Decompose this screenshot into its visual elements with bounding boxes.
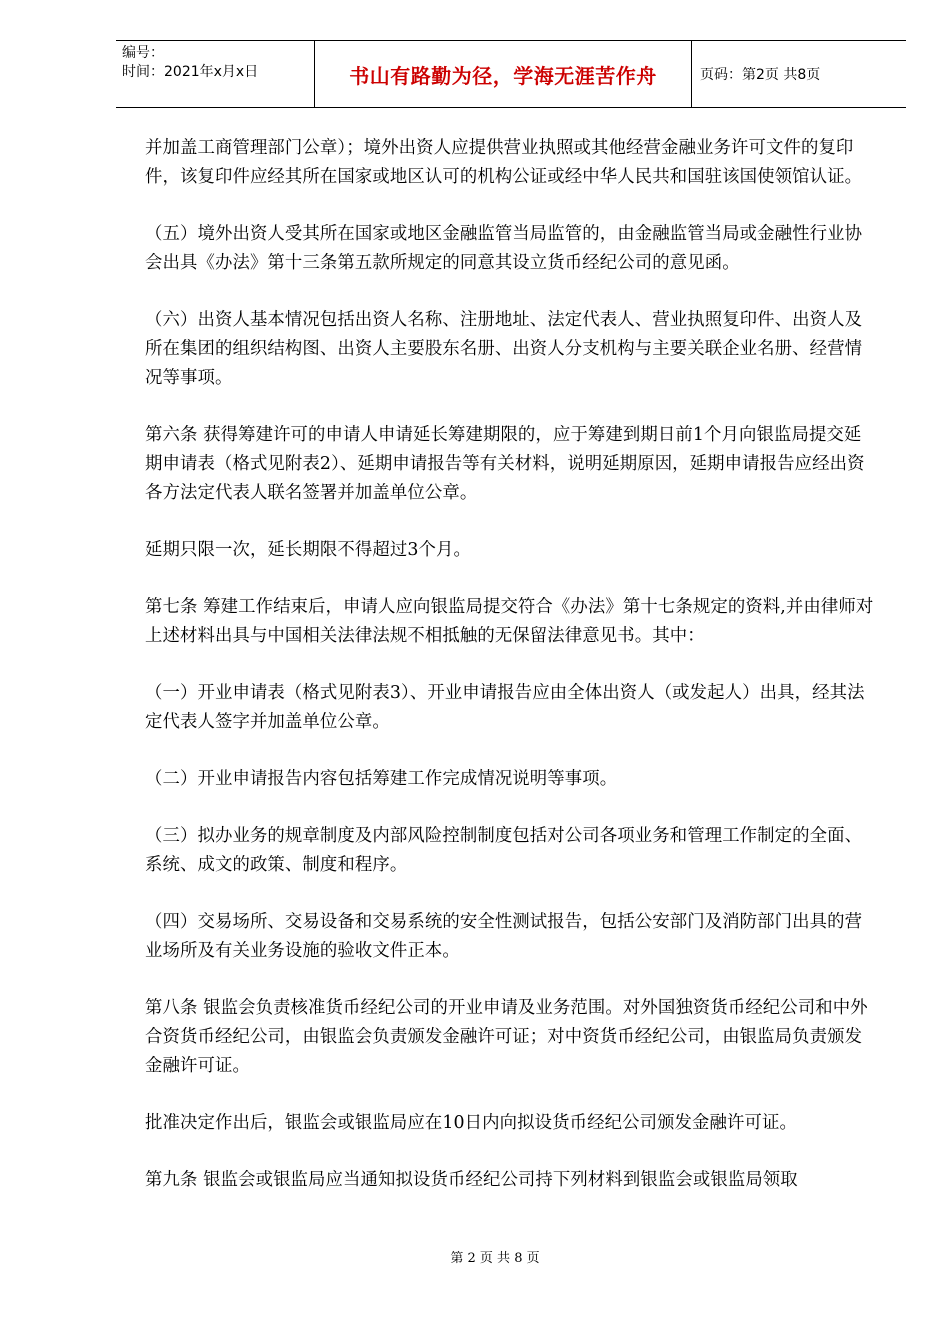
page-footer: 第 2 页 共 8 页 [450, 1251, 540, 1266]
paragraph: 延期只限一次，延长期限不得超过3个月。 [145, 540, 471, 560]
paragraph: 第九条 银监会或银监局应当通知拟设货币经纪公司持下列材料到银监会或银监局领取 [145, 1170, 798, 1190]
header-motto: 书山有路勤为径，学海无涯苦作舟 [315, 41, 692, 107]
time-label: 时间：2021年x月x日 [122, 64, 259, 80]
paragraph: （三）拟办业务的规章制度及内部风险控制制度包括对公司各项业务和管理工作制定的全面、系统、成文的政策、制度和程序。 [145, 826, 863, 875]
paragraph: （一）开业申请表（格式见附表3）、开业申请报告应由全体出资人（或发起人）出具，经其法定代表人签字并加盖单位公章。 [145, 683, 865, 732]
paragraph: 第七条 筹建工作结束后，申请人应向银监局提交符合《办法》第十七条规定的资料,并由律师对上述材料出具与中国相关法律法规不相抵触的无保留法律意见书。其中： [145, 597, 874, 646]
paragraph: 第八条 银监会负责核准货币经纪公司的开业申请及业务范围。对外国独资货币经纪公司和中外合资货币经纪公司，由银监会负责颁发金融许可证；对中资货币经纪公司，由银监局负责颁发金融许可证。 [145, 998, 868, 1076]
paragraph: （五）境外出资人受其所在国家或地区金融监管当局监管的，由金融监管当局或金融性行业协会出具《办法》第十三条第五款所规定的同意其设立货币经纪公司的意见函。 [145, 224, 863, 273]
page-header [116, 40, 906, 108]
document-body [145, 134, 875, 1223]
paragraph: 并加盖工商管理部门公章）；境外出资人应提供营业执照或其他经营金融业务许可文件的复印件，该复印件应经其所在国家或地区认可的机构公证或经中华人民共和国驻该国使领馆认证。 [145, 138, 863, 187]
paragraph: 第六条 获得筹建许可的申请人申请延长筹建期限的，应于筹建到期日前1个月向银监局提交延期申请表（格式见附表2）、延期申请报告等有关材料，说明延期原因，延期申请报告应经出资各方法定代表人联名签署并加盖单位公章。 [145, 425, 865, 503]
paragraph: （六）出资人基本情况包括出资人名称、注册地址、法定代表人、营业执照复印件、出资人及所在集团的组织结构图、出资人主要股东名册、出资人分支机构与主要关联企业名册、经营情况等事项。 [145, 310, 863, 388]
serial-number-label: 编号： [122, 45, 164, 61]
header-page-info: 页码：第2页 共8页 [700, 67, 821, 83]
paragraph: 批准决定作出后，银监会或银监局应在10日内向拟设货币经纪公司颁发金融许可证。 [145, 1113, 797, 1133]
paragraph: （二）开业申请报告内容包括筹建工作完成情况说明等事项。 [145, 769, 618, 789]
paragraph: （四）交易场所、交易设备和交易系统的安全性测试报告，包括公安部门及消防部门出具的营业场所及有关业务设施的验收文件正本。 [145, 912, 863, 961]
header-meta [116, 41, 315, 107]
